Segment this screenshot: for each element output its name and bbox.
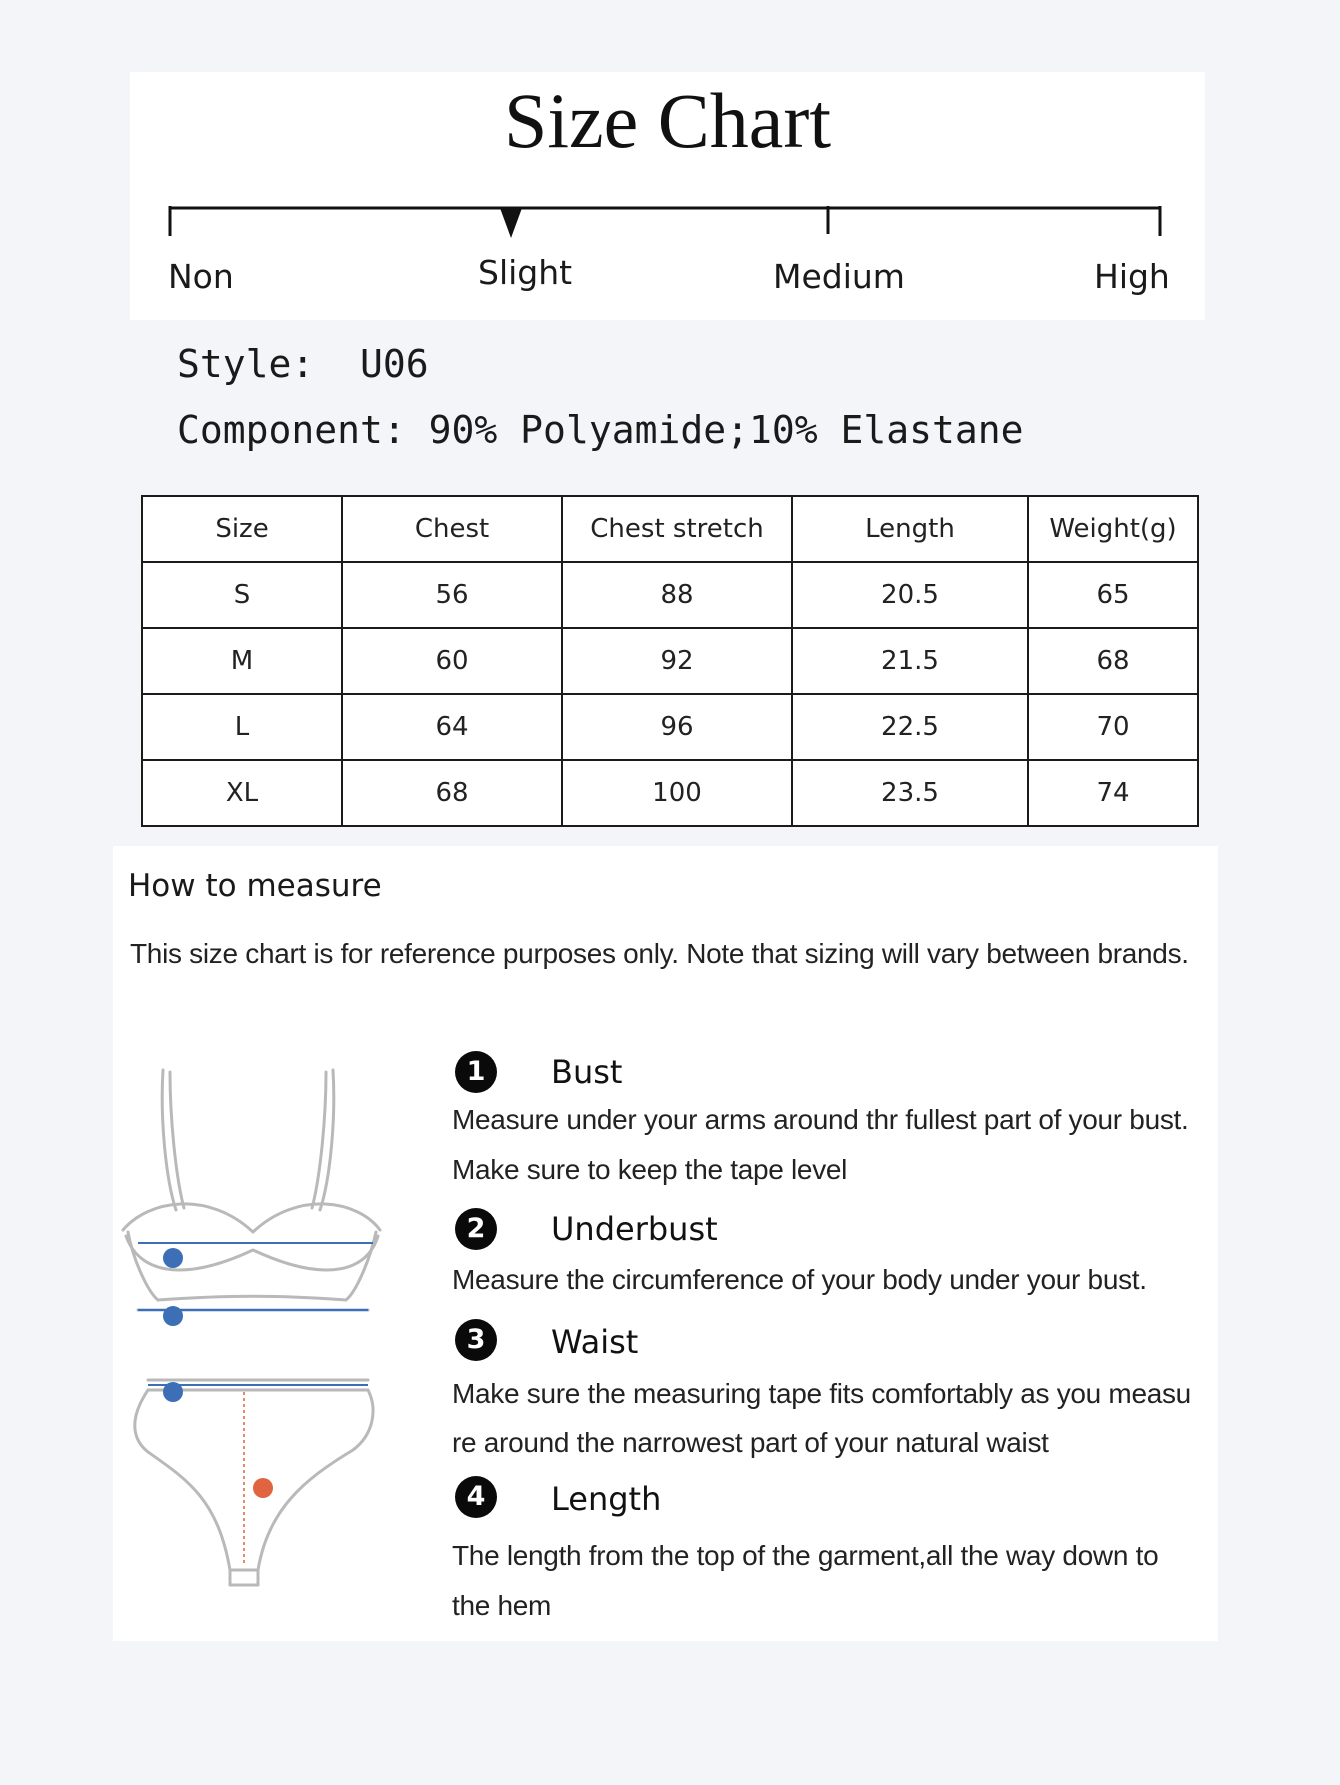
component-line bbox=[177, 408, 1024, 452]
number-3-icon: 3 bbox=[455, 1319, 497, 1361]
item-title-waist: Waist bbox=[551, 1323, 639, 1361]
style-label: Style: bbox=[177, 342, 315, 386]
number-4-icon: 4 bbox=[455, 1476, 497, 1518]
cell-weight: 65 bbox=[1028, 562, 1198, 628]
item-title-underbust: Underbust bbox=[551, 1210, 718, 1248]
cell-weight: 70 bbox=[1028, 694, 1198, 760]
number-1-icon: 1 bbox=[455, 1051, 497, 1093]
size-table bbox=[141, 495, 1199, 827]
cell-chest-stretch: 100 bbox=[562, 760, 792, 826]
header-chest-stretch: Chest stretch bbox=[562, 496, 792, 562]
cell-chest: 64 bbox=[342, 694, 562, 760]
scale-label-non: Non bbox=[168, 257, 234, 296]
page-title: Size Chart bbox=[503, 77, 832, 164]
cell-chest-stretch: 96 bbox=[562, 694, 792, 760]
stretch-scale bbox=[160, 198, 1170, 248]
component-label: Component: bbox=[177, 408, 406, 452]
waist-desc-line-2: re around the narrowest part of your natural waist bbox=[452, 1427, 1049, 1458]
header-chest: Chest bbox=[342, 496, 562, 562]
style-line bbox=[177, 342, 429, 386]
waist-desc-line-1: Make sure the measuring tape fits comfortably as you measu bbox=[452, 1378, 1191, 1409]
table-row bbox=[142, 628, 1198, 694]
selected-marker-icon bbox=[500, 208, 522, 238]
cell-weight: 74 bbox=[1028, 760, 1198, 826]
table-row bbox=[142, 694, 1198, 760]
cell-weight: 68 bbox=[1028, 628, 1198, 694]
table-row bbox=[142, 562, 1198, 628]
component-value: 90% Polyamide;10% Elastane bbox=[428, 408, 1024, 452]
bust-desc-line-1: Measure under your arms around thr fullest part of your bust. bbox=[452, 1104, 1189, 1135]
header-length: Length bbox=[792, 496, 1028, 562]
item-title-bust: Bust bbox=[551, 1053, 623, 1091]
length-desc-line-1: The length from the top of the garment,all the way down to bbox=[452, 1540, 1159, 1571]
cell-length: 23.5 bbox=[792, 760, 1028, 826]
header-size: Size bbox=[142, 496, 342, 562]
how-to-measure-title: How to measure bbox=[128, 868, 382, 904]
scale-label-high: High bbox=[1094, 257, 1170, 296]
table-header-row bbox=[142, 496, 1198, 562]
reference-note: This size chart is for reference purposes only. Note that sizing will vary between brands. bbox=[130, 938, 1189, 969]
scale-label-medium: Medium bbox=[773, 257, 905, 296]
cell-chest: 60 bbox=[342, 628, 562, 694]
style-value: U06 bbox=[360, 342, 429, 386]
cell-length: 21.5 bbox=[792, 628, 1028, 694]
number-2-icon: 2 bbox=[455, 1208, 497, 1250]
scale-label-slight: Slight bbox=[478, 253, 573, 292]
cell-size: L bbox=[142, 694, 342, 760]
bust-desc-line-2: Make sure to keep the tape level bbox=[452, 1154, 848, 1185]
bikini-illustration-icon bbox=[118, 1060, 388, 1590]
cell-chest-stretch: 88 bbox=[562, 562, 792, 628]
cell-chest: 56 bbox=[342, 562, 562, 628]
cell-length: 22.5 bbox=[792, 694, 1028, 760]
cell-chest-stretch: 92 bbox=[562, 628, 792, 694]
cell-chest: 68 bbox=[342, 760, 562, 826]
header-weight: Weight(g) bbox=[1028, 496, 1198, 562]
length-desc-line-2: the hem bbox=[452, 1590, 552, 1621]
underbust-desc-line-1: Measure the circumference of your body under your bust. bbox=[452, 1264, 1147, 1295]
cell-size: XL bbox=[142, 760, 342, 826]
cell-size: S bbox=[142, 562, 342, 628]
table-row bbox=[142, 760, 1198, 826]
item-title-length: Length bbox=[551, 1480, 662, 1518]
cell-length: 20.5 bbox=[792, 562, 1028, 628]
cell-size: M bbox=[142, 628, 342, 694]
